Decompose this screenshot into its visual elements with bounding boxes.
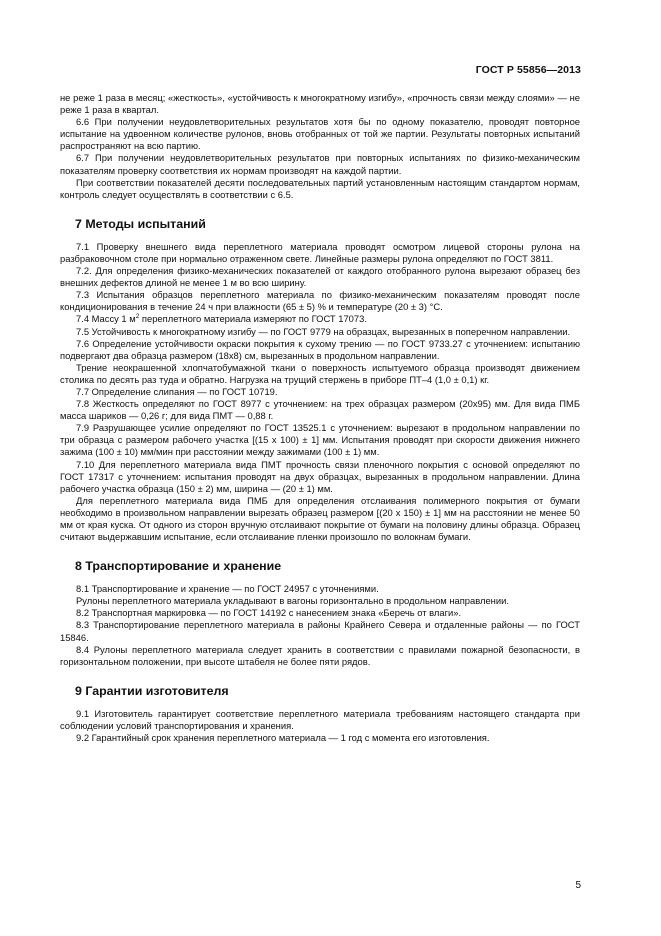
paragraph: 7.2. Для определения физико-механических показателей от каждого отобранного рулона вырезают образец без внешних дефектов длиной не менее 1 м во всю ширину. bbox=[60, 265, 580, 289]
paragraph: 9.2 Гарантийный срок хранения переплетного материала — 1 год с момента его изготовления. bbox=[76, 732, 490, 744]
standard-header: ГОСТ Р 55856—2013 bbox=[475, 64, 581, 76]
paragraph bbox=[60, 313, 580, 325]
document-body bbox=[60, 92, 580, 744]
section-8-heading: 8 Транспортирование и хранение bbox=[75, 559, 282, 574]
paragraph: 8.4 Рулоны переплетного материала следует хранить в соответствии с правилами пожарной безопасности, в горизонтальном положении, при высоте штабеля не более пяти рядов. bbox=[60, 643, 580, 667]
paragraph: 8.2 Транспортная маркировка — по ГОСТ 14192 с нанесением знака «Беречь от влаги». bbox=[76, 607, 462, 619]
paragraph: 7.6 Определение устойчивости окраски покрытия к сухому трению — по ГОСТ 9733.27 с уточнением: испытанию подвергают два образца размером (18х8) см, вырезанных в продольном направлении. bbox=[60, 337, 580, 361]
paragraph: 7.10 Для переплетного материала вида ПМТ прочность связи пленочного покрытия с основой определяют по ГОСТ 17317 с уточнением: испытания проводят на двух образцах, вырезанных в продольном направлении. Длина рабочего участка образца (150 ± 2) мм, ширина — (20 ± 1) мм. bbox=[60, 458, 580, 494]
paragraph: 8.3 Транспортирование переплетного материала в районы Крайнего Севера и отдаленные районы — по ГОСТ 15846. bbox=[60, 619, 580, 643]
text-run: 7.4 Массу 1 м bbox=[76, 313, 136, 325]
paragraph: Рулоны переплетного материала укладывают в вагоны горизонтально в продольном направлении. bbox=[76, 595, 509, 607]
paragraph: 7.3 Испытания образцов переплетного материала по физико-механическим показателям проводят после кондиционирования в течение 24 ч при влажности (65 ± 5) % и температуре (20 ± 3) °С. bbox=[60, 289, 580, 313]
section-9-heading: 9 Гарантии изготовителя bbox=[75, 683, 229, 698]
text-run: переплетного материала измеряют по ГОСТ 17073. bbox=[139, 313, 367, 325]
paragraph: 7.8 Жесткость определяют по ГОСТ 8977 с уточнением: на трех образцах размером (20х95) мм. Для вида ПМБ масса шариков — 0,26 г; для вида ПМТ — 0,88 г. bbox=[60, 398, 580, 422]
paragraph: 8.1 Транспортирование и хранение — по ГОСТ 24957 с уточнениями. bbox=[76, 583, 379, 595]
section-7-heading: 7 Методы испытаний bbox=[75, 216, 206, 231]
paragraph: 7.9 Разрушающее усилие определяют по ГОСТ 13525.1 с уточнением: вырезают в продольном направлении по три образца с размером рабочего участка [(15 х 100) ± 1] мм. Испытания проводят при скорости движения нижнего зажима (100 ± 10) мм/мин при расстоянии между зажимами (100 ± 1) мм. bbox=[60, 422, 580, 458]
paragraph: 9.1 Изготовитель гарантирует соответствие переплетного материала требованиям настоящего стандарта при соблюдении условий транспортирования и хранения. bbox=[60, 707, 580, 731]
paragraph: 7.7 Определение слипания — по ГОСТ 10719. bbox=[76, 385, 278, 397]
superscript: 2 bbox=[135, 313, 140, 321]
paragraph: 7.1 Проверку внешнего вида переплетного материала проводят осмотром лицевой стороны рулона на разбраковочном столе при нормально отраженном свете. Линейные размеры рулона определяют по ГОСТ 3811. bbox=[60, 240, 580, 264]
paragraph: При соответствии показателей десяти последовательных партий установленным настоящим стандартом нормам, контроль следует осуществлять в соответствии с 6.5. bbox=[60, 176, 580, 200]
paragraph: 6.6 При получении неудовлетворительных результатов хотя бы по одному показателю, проводят повторное испытание на удвоенном количестве рулонов, вновь отобранных от той же партии. Результаты повторных испытаний распространяют на всю партию. bbox=[60, 116, 580, 152]
paragraph: 7.5 Устойчивость к многократному изгибу — по ГОСТ 9779 на образцах, вырезанных в поперечном направлении. bbox=[76, 325, 571, 337]
paragraph: Трение неокрашенной хлопчатобумажной ткани о поверхность испытуемого образца производят движением столика по десять раз туда и обратно. Нагрузка на трущий стержень в приборе ПТ–4 (1,0 ± 0,1) кг. bbox=[60, 361, 580, 385]
paragraph: Для переплетного материала вида ПМБ для определения отслаивания полимерного покрытия от бумаги необходимо в произвольном направлении вырезать образец размером [(20 х 150) ± 1] мм на расстоянии не менее 50 мм от края куска. От одного из сторон вручную отслаивают покрытие от бумаги на половину длины образца. Образец считают выдержавшим испытание, если отслаивание пленки произошло по волокнам бумаги. bbox=[60, 494, 580, 543]
page-number: 5 bbox=[575, 880, 581, 891]
paragraph: 6.7 При получении неудовлетворительных результатов при повторных испытаниях по физико-механическим показателям проверку соответствия их нормам производят на каждой партии. bbox=[60, 152, 580, 176]
paragraph: не реже 1 раза в месяц; «жесткость», «устойчивость к многократному изгибу», «прочность связи между слоями» — не реже 1 раза в квартал. bbox=[60, 92, 580, 116]
